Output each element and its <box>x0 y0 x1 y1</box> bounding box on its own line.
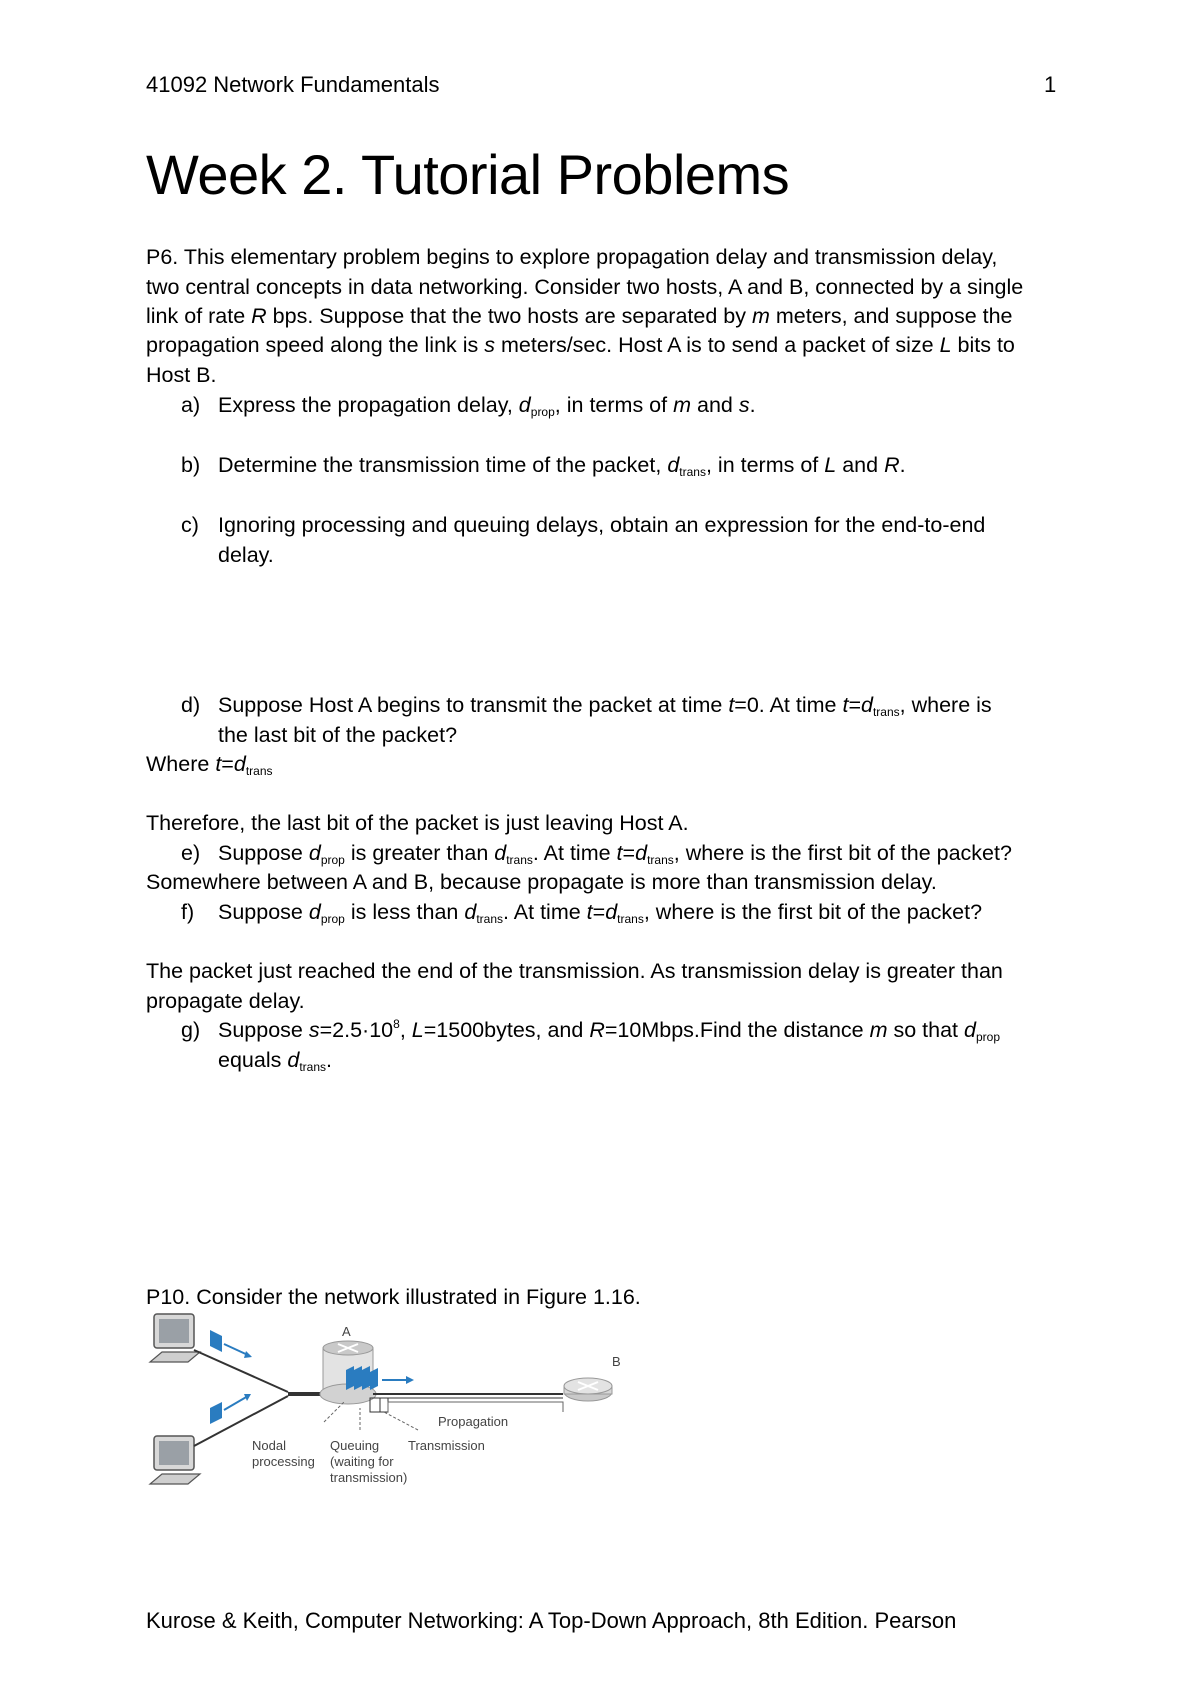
p6-intro-line: two central concepts in data networking. Consider two hosts, A and B, connected by a single <box>146 275 1024 299</box>
queuing-label: transmission) <box>330 1470 408 1485</box>
transmission-marker <box>380 1398 388 1412</box>
item-label-c: c) <box>181 513 199 537</box>
answer-d-where: Where $t=d_{trans}$ <box>146 752 273 778</box>
p6-intro-line: Host B. <box>146 363 217 387</box>
question-d-line1: Suppose Host A begins to transmit the packet at time t=0. At time $t=d_{trans}$, where is <box>218 693 992 719</box>
item-label-d: d) <box>181 693 201 717</box>
page-number: 1 <box>1044 72 1057 97</box>
access-link <box>194 1350 288 1392</box>
item-label-b: b) <box>181 453 201 477</box>
host-computer-top <box>150 1314 200 1362</box>
question-c-line1: Ignoring processing and queuing delays, obtain an expression for the end-to-end <box>218 513 986 537</box>
queuing-label: (waiting for <box>330 1454 394 1469</box>
footer-citation: Kurose & Keith, Computer Networking: A Top-Down Approach, 8th Edition. Pearson <box>146 1608 957 1633</box>
course-header: 41092 Network Fundamentals <box>146 72 440 97</box>
answer-f-line2: propagate delay. <box>146 989 305 1013</box>
p10-question: P10. Consider the network illustrated in Figure 1.16. <box>146 1285 641 1309</box>
question-d-line2: the last bit of the packet? <box>218 723 458 747</box>
nodal-label: Nodal <box>252 1438 286 1453</box>
router-b <box>564 1378 612 1401</box>
question-g-line2: equals $d_{trans}$. <box>218 1048 332 1074</box>
nodal-label: processing <box>252 1454 315 1469</box>
question-e: Suppose $d_{prop}$ is greater than $d_{trans}$. At time $t=d_{trans}$, where is the first bit of the packet? <box>218 841 1012 867</box>
question-g-line1: Suppose $s=2.5\cdot 10^8$, L=1500bytes, and R=10Mbps.Find the distance m so that $d_{prop}$ <box>218 1017 1001 1044</box>
item-label-e: e) <box>181 841 201 865</box>
answer-e: Somewhere between A and B, because propagate is more than transmission delay. <box>146 870 937 894</box>
item-label-g: g) <box>181 1018 201 1042</box>
p6-intro-line: propagation speed along the link is s meters/sec. Host A is to send a packet of size L bits to <box>146 333 1015 357</box>
question-a: Express the propagation delay, $d_{prop}$, in terms of m and s. <box>218 393 756 419</box>
item-label-f: f) <box>181 900 195 924</box>
host-computer-bottom <box>150 1436 200 1484</box>
answer-d-therefore: Therefore, the last bit of the packet is just leaving Host A. <box>146 811 689 835</box>
question-f: Suppose $d_{prop}$ is less than $d_{trans}$. At time $t=d_{trans}$, where is the first bit of the packet? <box>218 900 983 926</box>
p6-intro-line: link of rate R bps. Suppose that the two hosts are separated by m meters, and suppose the <box>146 304 1013 328</box>
answer-f-line1: The packet just reached the end of the transmission. As transmission delay is greater than <box>146 959 1003 983</box>
router-a-label: A <box>342 1324 351 1339</box>
item-label-a: a) <box>181 393 201 417</box>
question-b: Determine the transmission time of the packet, $d_{trans}$, in terms of L and R. <box>218 453 906 479</box>
queuing-label: Queuing <box>330 1438 380 1453</box>
network-figure <box>148 1310 638 1510</box>
propagation-label: Propagation <box>438 1414 509 1429</box>
question-c-line2: delay. <box>218 543 274 567</box>
transmission-label: Transmission <box>408 1438 485 1453</box>
packet-icon <box>210 1330 252 1358</box>
page-title: Week 2. Tutorial Problems <box>146 143 790 206</box>
transmission-marker <box>370 1398 380 1412</box>
queued-packets <box>346 1366 414 1390</box>
propagation-brace <box>388 1402 563 1412</box>
p6-intro-line: P6. This elementary problem begins to explore propagation delay and transmission delay, <box>146 245 998 269</box>
router-b-label: B <box>612 1354 621 1369</box>
